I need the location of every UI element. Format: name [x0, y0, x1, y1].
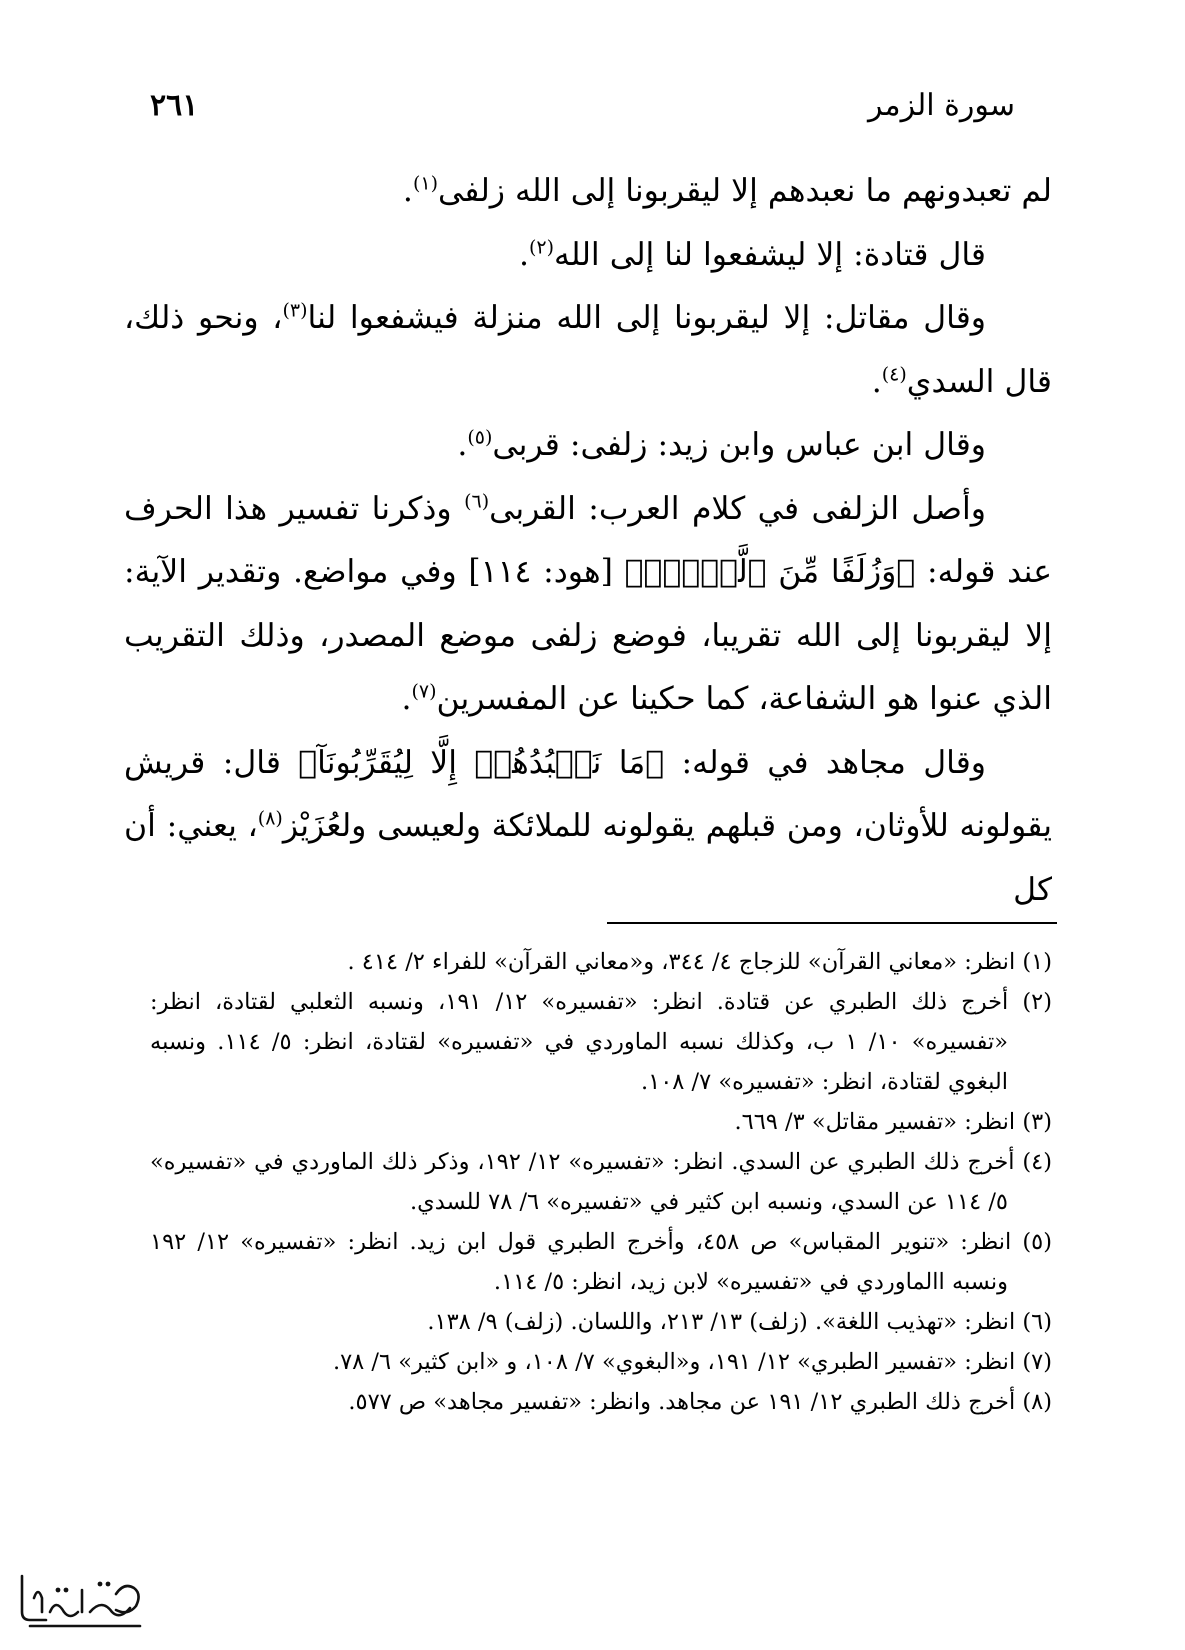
- paragraph: وأصل الزلفى في كلام العرب: القربى$^{(٦)}$ وذكرنا تفسير هذا الحرف عند قوله: ﴿وَزُلَفًا مِّنَ ٱلَّيۡلِۚ﴾ [هود: ١١٤] وفي مواضع. وتقدير الآية: إلا ليقربونا إلى الله تقريبا، فوضع زلفى موضع المصدر، وذلك التقريب الذي عنوا هو الشفاعة، كما حكينا عن المفسرين$^{(٧)}$.: [124, 490, 1052, 717]
- paragraph: قال قتادة: إلا ليشفعوا لنا إلى الله$^{(٢)}$.: [518, 236, 986, 273]
- footnote: (٧) انظر: «تفسير الطبري» ١٢/ ١٩١، و«البغوي» ٧/ ١٠٨، و «ابن كثير» ٦/ ٧٨.: [332, 1349, 1052, 1375]
- footnote-ref[interactable]: (٢): [528, 236, 555, 258]
- page-header: [150, 88, 1015, 138]
- footnote: (٤) أخرج ذلك الطبري عن السدي. انظر: «تفسيره» ١٢/ ١٩٢، وذكر ذلك الماوردي في «تفسيره» ٥/ ١١٤ عن السدي، ونسبه ابن كثير في «تفسيره» ٦/ ٧٨ للسدي.: [150, 1149, 1053, 1215]
- footnote-ref[interactable]: (٤): [881, 363, 907, 385]
- footnote: (٢) أخرج ذلك الطبري عن قتادة. انظر: «تفسيره» ١٢/ ١٩١، ونسبه الثعلبي لقتادة، انظر: «تفسيره» ١٠/ ١ ب، وكذلك نسبه الماوردي في «تفسيره» لقتادة، انظر: ٥/ ١١٤. ونسبه البغوي لقتادة، انظر: «تفسيره» ٧/ ١٠٨.: [150, 989, 1052, 1095]
- footnote: (١) انظر: «معاني القرآن» للزجاج ٤/ ٣٤٤، و«معاني القرآن» للفراء ٢/ ٤١٤ .: [347, 949, 1052, 975]
- paragraph: وقال مقاتل: إلا ليقربونا إلى الله منزلة فيشفعوا لنا$^{(٣)}$، ونحو ذلك، قال السدي$^{(٤)}$.: [124, 299, 1052, 400]
- footnote-ref[interactable]: (٦): [464, 490, 490, 512]
- paragraph: لم تعبدونهم ما نعبدهم إلا ليقربونا إلى الله زلفى$^{(١)}$.: [402, 172, 1052, 209]
- footnote-ref[interactable]: (٥): [467, 426, 493, 449]
- paragraph: وقال مجاهد في قوله: ﴿مَا نَعۡبُدُهُمۡ إِلَّا لِيُقَرِّبُونَآ﴾ قال: قريش يقولونه للأوثان، ومن قبلهم يقولونه للملائكة ولعيسى ولعُزَيْز$^{(٨)}$، يعني: أن كل: [124, 744, 1052, 908]
- footnote-divider: [607, 922, 1057, 924]
- paragraph: وقال ابن عباس وابن زيد: زلفى: قربى$^{(٥)}$.: [457, 426, 986, 463]
- footnote-ref[interactable]: (١): [412, 172, 438, 195]
- footnote-ref[interactable]: (٣): [282, 299, 308, 322]
- logo-stamp-icon: [12, 1568, 152, 1634]
- footnote-ref[interactable]: (٨): [257, 807, 283, 830]
- footnote: (٨) أخرج ذلك الطبري ١٢/ ١٩١ عن مجاهد. وانظر: «تفسير مجاهد» ص ٥٧٧.: [348, 1389, 1052, 1415]
- footnotes: [150, 942, 1052, 1422]
- page-number: ٢٦١: [150, 88, 199, 123]
- footnote: (٣) انظر: «تفسير مقاتل» ٣/ ٦٦٩.: [734, 1109, 1052, 1135]
- footnote-ref[interactable]: (٧): [411, 680, 437, 703]
- surah-title: سورة الزمر: [867, 88, 1015, 123]
- footnote: (٥) انظر: «تنوير المقباس» ص ٤٥٨، وأخرج الطبري قول ابن زيد. انظر: «تفسيره» ١٢/ ١٩٢ ونسبه االماوردي في «تفسيره» لابن زيد، انظر: ٥/ ١١٤.: [150, 1229, 1052, 1295]
- footnote: (٦) انظر: «تهذيب اللغة». (زلف) ١٣/ ٢١٣، واللسان. (زلف) ٩/ ١٣٨.: [427, 1309, 1052, 1335]
- main-text: [124, 160, 1052, 922]
